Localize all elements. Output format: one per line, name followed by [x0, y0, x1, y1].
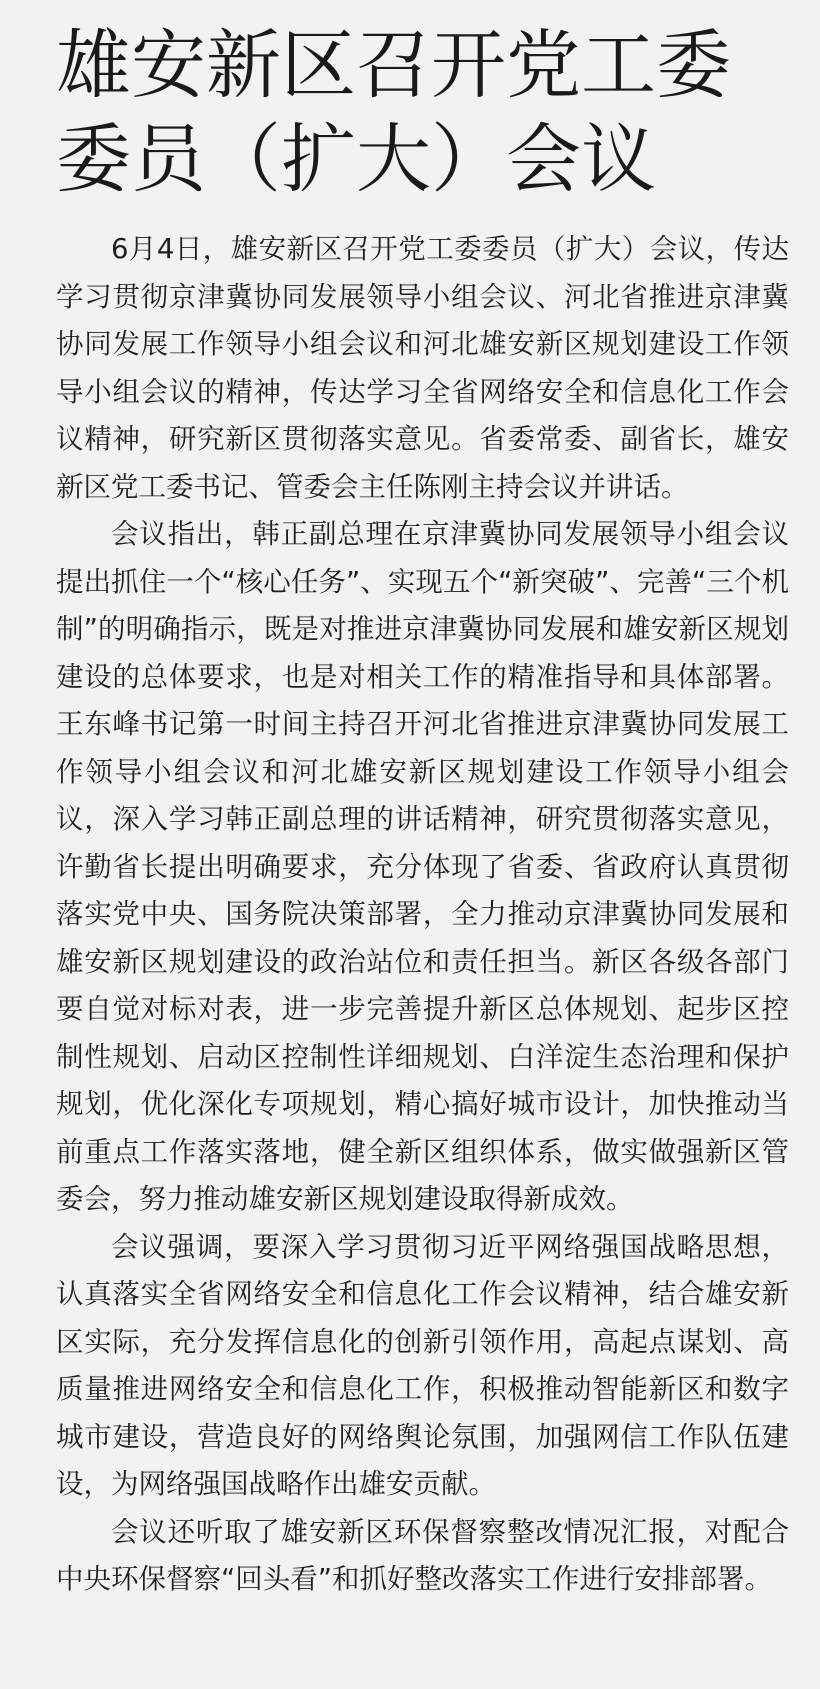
paragraph: 会议指出，韩正副总理在京津冀协同发展领导小组会议提出抓住一个“核心任务”、实现五个“新突破”、完善“三个机制”的明确指示，既是对推进京津冀协同发展和雄安新区规划建设的总体要求，也是对相关工作的精准指导和具体部署。王东峰书记第一时间主持召开河北省推进京津冀协同发展工作领导小组会议和河北雄安新区规划建设工作领导小组会议，深入学习韩正副总理的讲话精神，研究贯彻落实意见，许勤省长提出明确要求，充分体现了省委、省政府认真贯彻落实党中央、国务院决策部署，全力推动京津冀协同发展和雄安新区规划建设的政治站位和责任担当。新区各级各部门要自觉对标对表，进一步完善提升新区总体规划、起步区控制性规划、启动区控制性详细规划、白洋淀生态治理和保护规划，优化深化专项规划，精心搞好城市设计，加快推动当前重点工作落实落地，健全新区组织体系，做实做强新区管委会，努力推动雄安新区规划建设取得新成效。: [56, 518, 789, 1215]
article: [56, 18, 789, 1604]
article-title: 雄安新区召开党工委委员（扩大）会议: [56, 21, 732, 203]
paragraph: 会议还听取了雄安新区环保督察整改情况汇报，对配合中央环保督察“回头看”和抓好整改落实工作进行安排部署。: [56, 1515, 789, 1595]
paragraph: 6月4日，雄安新区召开党工委委员（扩大）会议，传达学习贯彻京津冀协同发展领导小组会议、河北省推进京津冀协同发展工作领导小组会议和河北雄安新区规划建设工作领导小组会议的精神，传达学习全省网络安全和信息化工作会议精神，研究新区贯彻落实意见。省委常委、副省长，雄安新区党工委书记、管委会主任陈刚主持会议并讲话。: [56, 233, 789, 503]
article-body: [56, 226, 789, 1604]
paragraph: 会议强调，要深入学习贯彻习近平网络强国战略思想，认真落实全省网络安全和信息化工作会议精神，结合雄安新区实际，充分发挥信息化的创新引领作用，高起点谋划、高质量推进网络安全和信息化工作，积极推动智能新区和数字城市建设，营造良好的网络舆论氛围，加强网信工作队伍建设，为网络强国战略作出雄安贡献。: [56, 1230, 789, 1500]
